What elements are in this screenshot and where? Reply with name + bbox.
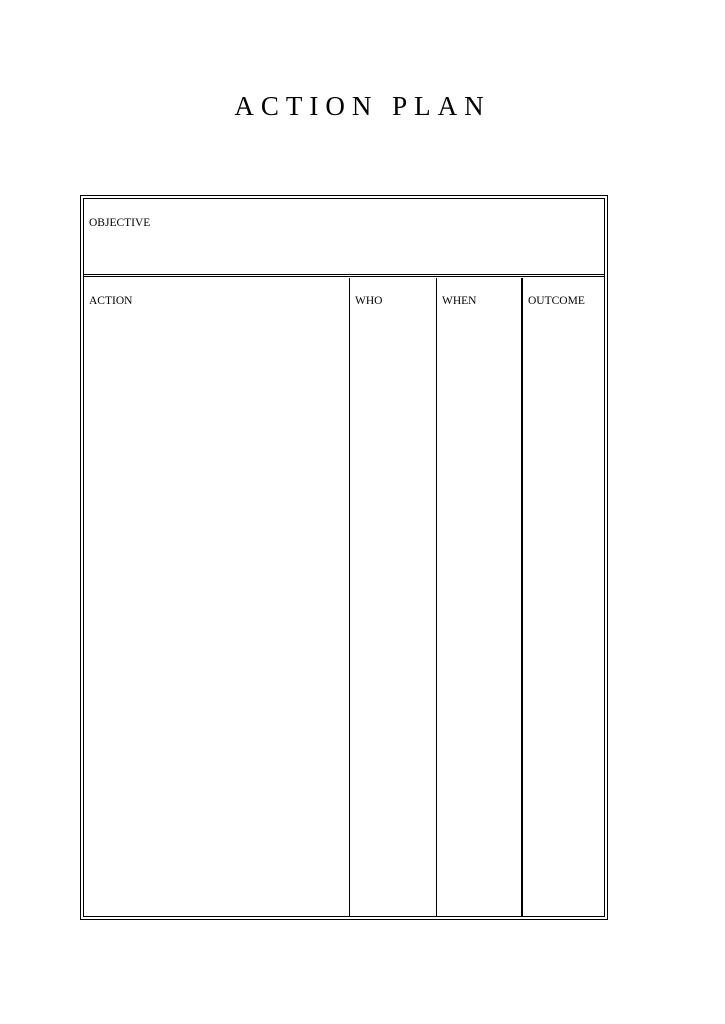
page-title: ACTION PLAN	[234, 91, 491, 121]
who-column[interactable]	[350, 278, 437, 916]
who-column-header: WHO	[355, 295, 383, 307]
when-column-header: WHEN	[442, 295, 477, 307]
objective-label: OBJECTIVE	[89, 217, 151, 229]
outcome-column-header: OUTCOME	[528, 295, 585, 307]
objective-section[interactable]	[84, 199, 604, 275]
section-divider	[84, 275, 604, 277]
plan-columns	[84, 278, 604, 916]
table-inner-border	[83, 198, 605, 917]
when-column[interactable]	[437, 278, 523, 916]
outcome-column[interactable]	[523, 278, 604, 916]
action-plan-table	[80, 195, 608, 920]
action-column[interactable]	[84, 278, 350, 916]
action-column-header: ACTION	[89, 295, 133, 307]
